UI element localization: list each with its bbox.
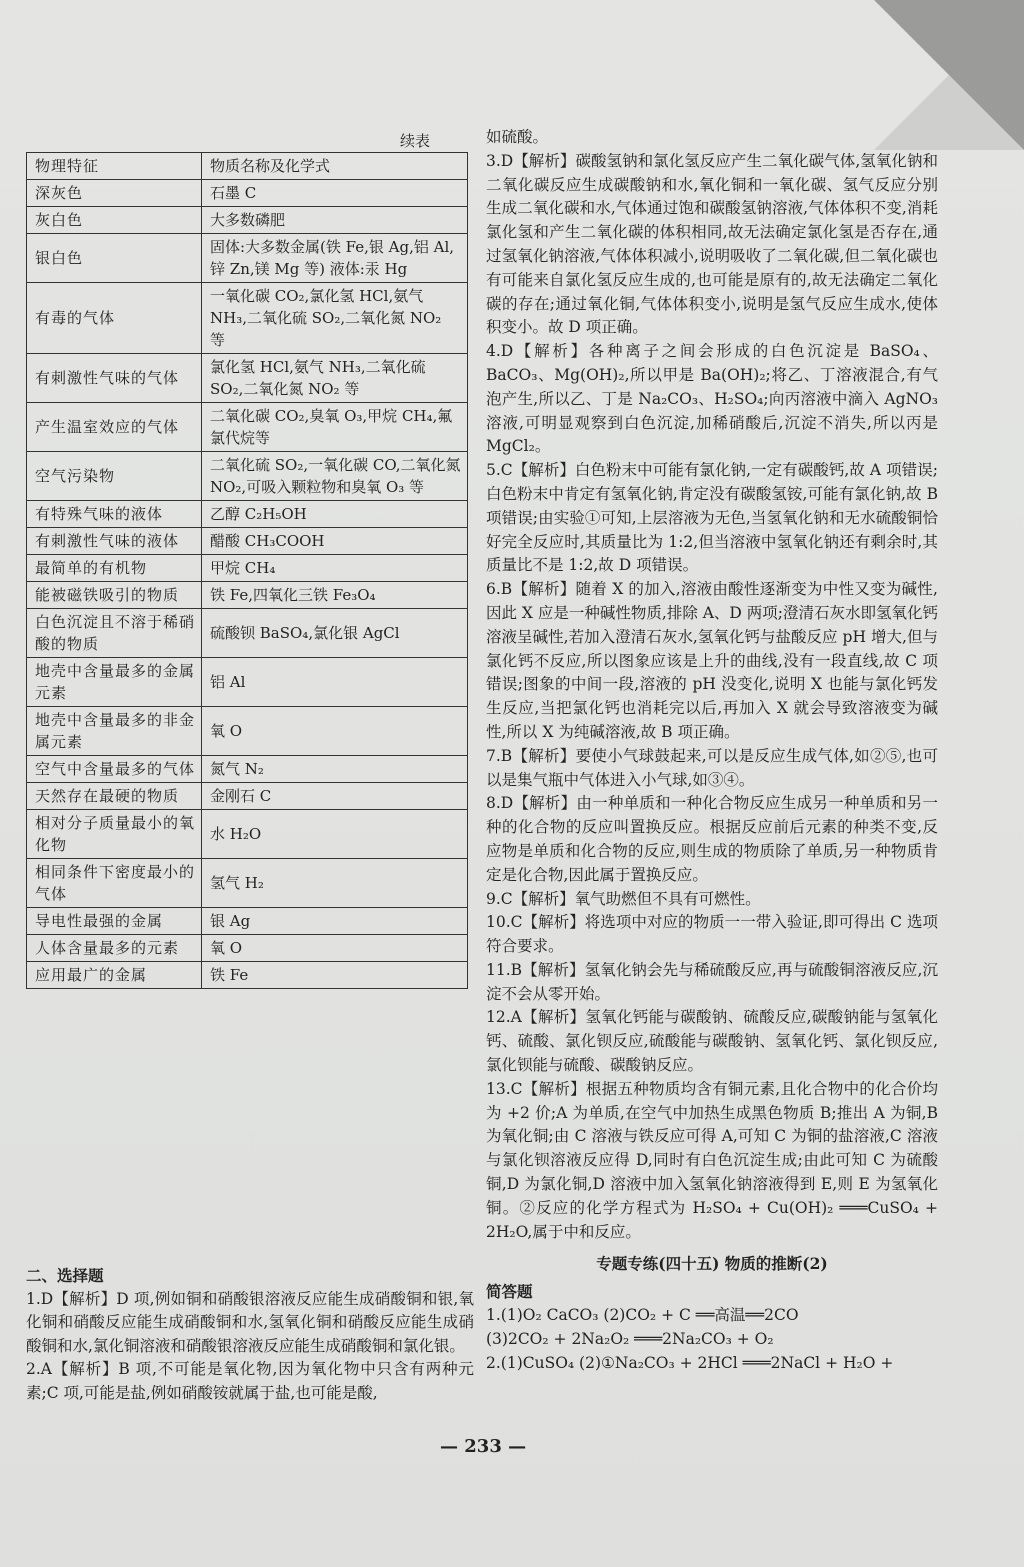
substance-cell: 醋酸 CH₃COOH xyxy=(202,528,468,555)
feature-cell: 能被磁铁吸引的物质 xyxy=(27,582,202,609)
table-row xyxy=(27,403,468,452)
feature-cell: 有刺激性气味的液体 xyxy=(27,528,202,555)
answer-line: (3)2CO₂ + 2Na₂O₂ ═══2Na₂CO₃ + O₂ xyxy=(486,1329,774,1348)
section-title: 二、选择题 xyxy=(26,1266,104,1285)
substance-cell: 水 H₂O xyxy=(202,810,468,859)
substance-cell: 大多数磷肥 xyxy=(202,207,468,234)
substance-cell: 二氧化硫 SO₂,一氧化碳 CO,二氧化氮 NO₂,可吸入颗粒物和臭氧 O₃ 等 xyxy=(202,452,468,501)
table-row xyxy=(27,180,468,207)
table-row xyxy=(27,609,468,658)
table-row xyxy=(27,935,468,962)
substance-cell: 金刚石 C xyxy=(202,783,468,810)
answer-item: 如硫酸。 xyxy=(486,128,549,146)
substance-cell: 氧 O xyxy=(202,935,468,962)
answer-item: 12.A【解析】氢氧化钙能与碳酸钠、硫酸反应,碳酸钠能与氢氧化钙、硫酸、氯化钡反应,硫酸能与碳酸钠、氢氧化钙、氯化钡反应,氯化钡能与硫酸、碳酸钠反应。 xyxy=(486,1008,938,1075)
answer-item: 6.B【解析】随着 X 的加入,溶液由酸性逐渐变为中性又变为碱性,因此 X 应是一种碱性物质,排除 A、D 两项;澄清石灰水即氢氧化钙溶液呈碱性,若加入澄清石灰水,氢氧化钙与盐酸反应 pH 增大,但与氯化钙不反应,所以图象应该是上升的曲线,没有一段直线,故 C 项错误;图象的中间一段,溶液的 pH 没变化,说明 X 也能与氯化钙发生反应,当把氯化钙也消耗完以后,再加入 X 就会导致溶液变为碱性,所以 X 为纯碱溶液,故 B 项正确。 xyxy=(486,580,939,741)
continued-label: 续表 xyxy=(400,132,431,150)
answer-item: 7.B【解析】要使小气球鼓起来,可以是反应生成气体,如②⑤,也可以是集气瓶中气体进入小气球,如③④。 xyxy=(486,746,938,789)
page-number: — 233 — xyxy=(440,1436,527,1457)
answer-item: 2.A【解析】B 项,不可能是氧化物,因为氧化物中只含有两种元素;C 项,可能是盐,例如硝酸铵就属于盐,也可能是酸, xyxy=(26,1360,474,1402)
table-row xyxy=(27,859,468,908)
answer-item: 11.B【解析】氢氧化钠会先与稀硫酸反应,再与硫酸铜溶液反应,沉淀不会从零开始。 xyxy=(486,960,938,1003)
substance-cell: 硫酸钡 BaSO₄,氯化银 AgCl xyxy=(202,609,468,658)
table-header-row xyxy=(27,153,468,180)
answer-item: 9.C【解析】氧气助燃但不具有可燃性。 xyxy=(486,889,761,908)
feature-cell: 白色沉淀且不溶于稀硝酸的物质 xyxy=(27,609,202,658)
table-row xyxy=(27,707,468,756)
feature-cell: 灰白色 xyxy=(27,207,202,234)
feature-cell: 最简单的有机物 xyxy=(27,555,202,582)
answer-line: 2.(1)CuSO₄ (2)①Na₂CO₃ + 2HCl ═══2NaCl + H₂O + xyxy=(486,1353,894,1372)
header-cell: 物理特征 xyxy=(27,153,202,180)
substance-cell: 石墨 C xyxy=(202,180,468,207)
table-row xyxy=(27,810,468,859)
substance-cell: 铁 Fe,四氧化三铁 Fe₃O₄ xyxy=(202,582,468,609)
feature-cell: 导电性最强的金属 xyxy=(27,908,202,935)
substance-cell: 二氧化碳 CO₂,臭氧 O₃,甲烷 CH₄,氟氯代烷等 xyxy=(202,403,468,452)
answer-line: 1.(1)O₂ CaCO₃ (2)CO₂ + C ══高温══2CO xyxy=(486,1306,799,1325)
substance-cell: 银 Ag xyxy=(202,908,468,935)
substance-cell: 甲烷 CH₄ xyxy=(202,555,468,582)
table-row xyxy=(27,908,468,935)
table-row xyxy=(27,452,468,501)
table-row xyxy=(27,756,468,783)
feature-cell: 有刺激性气味的气体 xyxy=(27,354,202,403)
feature-cell: 应用最广的金属 xyxy=(27,962,202,989)
answer-item: 13.C【解析】根据五种物质均含有铜元素,且化合物中的化合价均为 +2 价;A 为单质,在空气中加热生成黑色物质 B;推出 A 为铜,B 为氧化铜;由 C 溶液与铁反应可得 A,可知 C 为铜的盐溶液,C 溶液与氯化钡溶液反应得 D,同时有白色沉淀生成;由此可知 C 为硫酸铜,D 为氯化铜,D 溶液中加入氢氧化钠溶液得到 E,则 E 为氢氧化铜。②反应的化学方程式为 H₂SO₄ + Cu(OH)₂ ═══CuSO₄ + 2H₂O,属于中和反应。 xyxy=(486,1079,938,1241)
feature-cell: 有毒的气体 xyxy=(27,283,202,354)
answer-item: 8.D【解析】由一种单质和一种化合物反应生成另一种单质和另一种的化合物的反应叫置换反应。根据反应前后元素的种类不变,反应物是单质和化合物的反应,则生成的物质除了单质,另一种物质肯定是化合物,因此属于置换反应。 xyxy=(486,794,938,884)
substance-cell: 铝 Al xyxy=(202,658,468,707)
answer-item: 10.C【解析】将选项中对应的物质一一带入验证,即可得出 C 选项符合要求。 xyxy=(486,913,938,956)
table-row xyxy=(27,283,468,354)
feature-cell: 有特殊气味的液体 xyxy=(27,501,202,528)
table-row xyxy=(27,658,468,707)
header-cell: 物质名称及化学式 xyxy=(202,153,468,180)
feature-cell: 人体含量最多的元素 xyxy=(27,935,202,962)
table-row xyxy=(27,207,468,234)
table-row xyxy=(27,234,468,283)
feature-cell: 深灰色 xyxy=(27,180,202,207)
feature-cell: 地壳中含量最多的非金属元素 xyxy=(27,707,202,756)
answer-item: 5.C【解析】白色粉末中可能有氯化钠,一定有碳酸钙,故 A 项错误;白色粉末中肯定有氢氧化钠,肯定没有碳酸氢铵,可能有氯化钠,故 B 项错误;由实验①可知,上层溶液为无色,当氢氧化钠和无水硫酸铜恰好完全反应时,其质量比为 1:2,但当溶液中氢氧化钠还有剩余时,其质量比不是 1:2,故 D 项错误。 xyxy=(486,461,938,575)
table-row xyxy=(27,962,468,989)
feature-cell: 相对分子质量最小的氧化物 xyxy=(27,810,202,859)
table-row xyxy=(27,783,468,810)
substance-cell: 乙醇 C₂H₅OH xyxy=(202,501,468,528)
table-row xyxy=(27,501,468,528)
feature-cell: 相同条件下密度最小的气体 xyxy=(27,859,202,908)
left-column-text xyxy=(26,1264,474,1405)
substance-cell: 氮气 N₂ xyxy=(202,756,468,783)
substance-cell: 一氧化碳 CO₂,氯化氢 HCl,氨气 NH₃,二氧化硫 SO₂,二氧化氮 NO₂ 等 xyxy=(202,283,468,354)
table-row xyxy=(27,528,468,555)
feature-cell: 空气中含量最多的气体 xyxy=(27,756,202,783)
answer-item: 1.D【解析】D 项,例如铜和硝酸银溶液反应能生成硝酸铜和银,氧化铜和硝酸反应能生成硝酸铜和水,氢氧化铜和硝酸反应能生成硝酸铜和水,氯化铜溶液和硝酸银溶液反应能生成硝酸铜和氯化银。 xyxy=(26,1289,474,1355)
right-column-text xyxy=(486,126,938,1375)
table-row xyxy=(27,354,468,403)
answer-item: 3.D【解析】碳酸氢钠和氯化氢反应产生二氧化碳气体,氢氧化钠和二氧化碳反应生成碳酸钠和水,氧化铜和一氧化碳、氢气反应分别生成二氧化碳和水,气体通过饱和碳酸氢钠溶液,气体体积不变,消耗氯化氢和产生二氧化碳的体积相同,故无法确定氯化氢是否存在,通过氢氧化钠溶液,气体体积减小,说明吸收了二氧化碳,但二氧化碳也有可能来自氯化氢反应生成的,也可能是原有的,故无法确定二氧化碳的存在;通过氧化铜,气体体积变小,说明是氢气反应生成水,使体积变小。故 D 项正确。 xyxy=(486,151,938,337)
table-row xyxy=(27,555,468,582)
substance-cell: 氯化氢 HCl,氨气 NH₃,二氧化硫 SO₂,二氧化氮 NO₂ 等 xyxy=(202,354,468,403)
table-row xyxy=(27,582,468,609)
substance-cell: 固体:大多数金属(铁 Fe,银 Ag,铝 Al,锌 Zn,镁 Mg 等) 液体:汞 Hg xyxy=(202,234,468,283)
properties-table xyxy=(26,152,468,989)
feature-cell: 天然存在最硬的物质 xyxy=(27,783,202,810)
special-practice-title: 专题专练(四十五) 物质的推断(2) xyxy=(596,1254,828,1274)
feature-cell: 银白色 xyxy=(27,234,202,283)
substance-cell: 氢气 H₂ xyxy=(202,859,468,908)
short-answer-title: 简答题 xyxy=(486,1282,533,1302)
feature-cell: 空气污染物 xyxy=(27,452,202,501)
feature-cell: 地壳中含量最多的金属元素 xyxy=(27,658,202,707)
answers-block xyxy=(486,1304,938,1375)
feature-cell: 产生温室效应的气体 xyxy=(27,403,202,452)
substance-cell: 铁 Fe xyxy=(202,962,468,989)
answer-item: 4.D【解析】各种离子之间会形成的白色沉淀是 BaSO₄、BaCO₃、Mg(OH)₂,所以甲是 Ba(OH)₂;将乙、丁溶液混合,有气泡产生,所以乙、丁是 Na₂CO₃、H₂SO₄;向丙溶液中滴入 AgNO₃ 溶液,可明显观察到白色沉淀,加稀硝酸后,沉淀不消失,所以丙是 MgCl₂。 xyxy=(486,342,938,456)
substance-cell: 氧 O xyxy=(202,707,468,756)
